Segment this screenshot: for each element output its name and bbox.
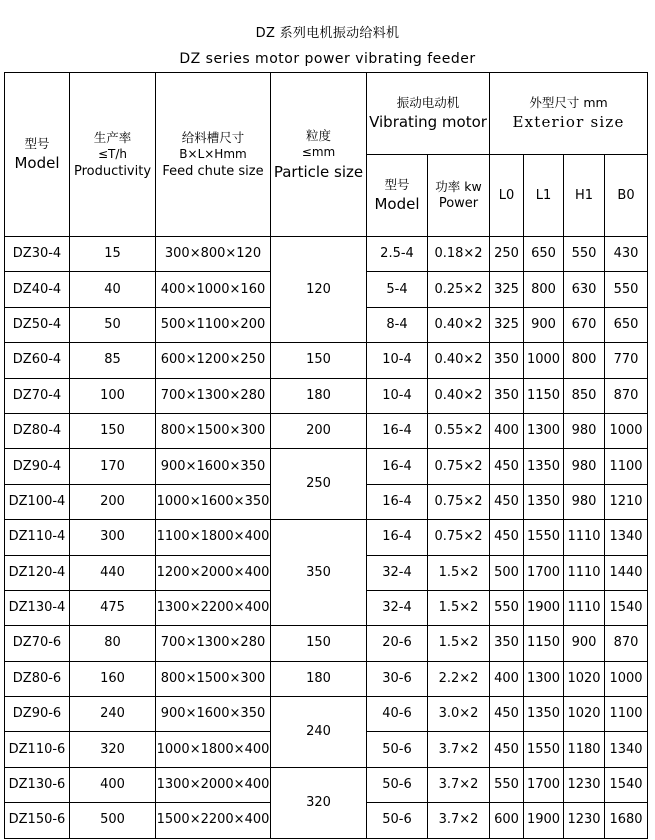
header-model [5, 73, 70, 237]
cell-motor-model: 50-6 [367, 732, 428, 767]
header-h1: H1 [564, 155, 605, 237]
header-feed-chute-cn: 给料槽尺寸 [181, 129, 245, 145]
cell-feed-chute: 900×1600×350 [156, 697, 271, 732]
cell-l0: 350 [490, 378, 524, 413]
cell-h1: 1020 [564, 697, 605, 732]
cell-feed-chute: 1100×1800×400 [156, 520, 271, 555]
cell-l0: 350 [490, 343, 524, 378]
cell-model: DZ90-4 [5, 449, 70, 484]
header-particle-cn: 粒度 [305, 127, 331, 143]
cell-motor-model: 5-4 [367, 272, 428, 307]
cell-productivity: 15 [70, 237, 156, 272]
cell-motor-power: 0.55×2 [428, 413, 490, 448]
table-row [5, 661, 648, 696]
cell-l1: 1700 [524, 767, 564, 802]
cell-feed-chute: 400×1000×160 [156, 272, 271, 307]
cell-h1: 670 [564, 307, 605, 342]
header-motor-model [367, 155, 428, 237]
cell-b0: 870 [605, 626, 648, 661]
table-row [5, 378, 648, 413]
cell-h1: 1180 [564, 732, 605, 767]
header-feed-chute [156, 73, 271, 237]
cell-h1: 1020 [564, 661, 605, 696]
cell-l1: 1700 [524, 555, 564, 590]
cell-l1: 650 [524, 237, 564, 272]
cell-motor-power: 3.7×2 [428, 803, 490, 838]
header-productivity-unit: ≤T/h [97, 146, 128, 161]
cell-b0: 1000 [605, 661, 648, 696]
cell-b0: 1340 [605, 520, 648, 555]
cell-model: DZ80-4 [5, 413, 70, 448]
cell-l0: 400 [490, 661, 524, 696]
cell-particle-size: 240 [271, 697, 367, 768]
cell-motor-model: 2.5-4 [367, 237, 428, 272]
cell-model: DZ30-4 [5, 237, 70, 272]
cell-feed-chute: 500×1100×200 [156, 307, 271, 342]
table-row [5, 343, 648, 378]
cell-motor-model: 16-4 [367, 449, 428, 484]
header-particle-unit: ≤mm [301, 144, 336, 159]
header-motor [367, 73, 490, 155]
cell-h1: 630 [564, 272, 605, 307]
cell-l0: 325 [490, 307, 524, 342]
cell-motor-model: 8-4 [367, 307, 428, 342]
header-feed-chute-en: Feed chute size [162, 163, 264, 179]
cell-feed-chute: 900×1600×350 [156, 449, 271, 484]
cell-l1: 1300 [524, 661, 564, 696]
cell-b0: 1210 [605, 484, 648, 519]
cell-h1: 1110 [564, 555, 605, 590]
cell-model: DZ110-6 [5, 732, 70, 767]
cell-h1: 1230 [564, 767, 605, 802]
cell-productivity: 170 [70, 449, 156, 484]
header-l1: L1 [524, 155, 564, 237]
cell-b0: 770 [605, 343, 648, 378]
header-motor-model-cn: 型号 [384, 177, 410, 192]
cell-feed-chute: 1500×2200×400 [156, 803, 271, 838]
document-title-en: DZ series motor power vibrating feeder [179, 51, 476, 67]
cell-model: DZ50-4 [5, 307, 70, 342]
cell-particle-size: 150 [271, 343, 367, 378]
cell-b0: 1440 [605, 555, 648, 590]
cell-b0: 1100 [605, 697, 648, 732]
cell-productivity: 40 [70, 272, 156, 307]
cell-l0: 500 [490, 555, 524, 590]
cell-productivity: 200 [70, 484, 156, 519]
cell-motor-power: 0.75×2 [428, 484, 490, 519]
cell-l1: 1150 [524, 626, 564, 661]
cell-h1: 550 [564, 237, 605, 272]
cell-feed-chute: 1200×2000×400 [156, 555, 271, 590]
header-b0: B0 [605, 155, 648, 237]
cell-particle-size: 150 [271, 626, 367, 661]
cell-h1: 850 [564, 378, 605, 413]
cell-b0: 1680 [605, 803, 648, 838]
cell-l0: 450 [490, 697, 524, 732]
cell-model: DZ90-6 [5, 697, 70, 732]
cell-motor-power: 0.25×2 [428, 272, 490, 307]
cell-motor-power: 3.7×2 [428, 767, 490, 802]
cell-motor-model: 16-4 [367, 484, 428, 519]
header-l0: L0 [490, 155, 524, 237]
header-productivity-cn: 生产率 [93, 129, 132, 145]
spec-table-body [5, 237, 648, 839]
cell-feed-chute: 600×1200×250 [156, 343, 271, 378]
header-particle [271, 73, 367, 237]
cell-motor-model: 40-6 [367, 697, 428, 732]
cell-motor-power: 0.40×2 [428, 343, 490, 378]
cell-motor-power: 2.2×2 [428, 661, 490, 696]
cell-productivity: 100 [70, 378, 156, 413]
cell-l0: 350 [490, 626, 524, 661]
cell-feed-chute: 1300×2200×400 [156, 590, 271, 625]
cell-model: DZ70-6 [5, 626, 70, 661]
header-exterior [490, 73, 648, 155]
table-row [5, 449, 648, 484]
header-particle-en: Particle size [273, 162, 364, 181]
cell-motor-power: 1.5×2 [428, 626, 490, 661]
cell-motor-power: 0.75×2 [428, 520, 490, 555]
cell-h1: 1110 [564, 590, 605, 625]
cell-particle-size: 180 [271, 378, 367, 413]
header-motor-en: Vibrating motor [369, 113, 487, 131]
cell-model: DZ80-6 [5, 661, 70, 696]
cell-productivity: 85 [70, 343, 156, 378]
cell-particle-size: 320 [271, 767, 367, 838]
header-feed-chute-unit: B×L×Hmm [179, 146, 247, 161]
cell-productivity: 500 [70, 803, 156, 838]
cell-motor-power: 0.75×2 [428, 449, 490, 484]
cell-motor-power: 3.0×2 [428, 697, 490, 732]
cell-b0: 550 [605, 272, 648, 307]
cell-feed-chute: 700×1300×280 [156, 626, 271, 661]
cell-motor-power: 0.40×2 [428, 378, 490, 413]
cell-b0: 650 [605, 307, 648, 342]
header-productivity [70, 73, 156, 237]
cell-model: DZ40-4 [5, 272, 70, 307]
header-motor-power-cn: 功率 kw [435, 179, 482, 194]
cell-h1: 1110 [564, 520, 605, 555]
cell-l0: 450 [490, 520, 524, 555]
cell-l1: 900 [524, 307, 564, 342]
cell-motor-power: 1.5×2 [428, 555, 490, 590]
cell-motor-power: 0.18×2 [428, 237, 490, 272]
cell-feed-chute: 800×1500×300 [156, 413, 271, 448]
cell-l1: 1550 [524, 520, 564, 555]
cell-h1: 980 [564, 413, 605, 448]
cell-l0: 250 [490, 237, 524, 272]
cell-l1: 1000 [524, 343, 564, 378]
cell-motor-model: 16-4 [367, 520, 428, 555]
cell-l1: 1550 [524, 732, 564, 767]
header-motor-cn: 振动电动机 [396, 95, 460, 110]
cell-particle-size: 180 [271, 661, 367, 696]
cell-productivity: 300 [70, 520, 156, 555]
cell-l1: 1900 [524, 803, 564, 838]
cell-l0: 600 [490, 803, 524, 838]
cell-b0: 1340 [605, 732, 648, 767]
cell-productivity: 150 [70, 413, 156, 448]
cell-l0: 400 [490, 413, 524, 448]
cell-h1: 980 [564, 484, 605, 519]
cell-particle-size: 200 [271, 413, 367, 448]
cell-b0: 1000 [605, 413, 648, 448]
cell-model: DZ150-6 [5, 803, 70, 838]
header-motor-power-en: Power [438, 196, 479, 211]
cell-model: DZ120-4 [5, 555, 70, 590]
cell-model: DZ70-4 [5, 378, 70, 413]
document-title-cn: DZ 系列电机振动给料机 [255, 26, 400, 41]
cell-l1: 1350 [524, 449, 564, 484]
cell-l0: 550 [490, 590, 524, 625]
table-row [5, 767, 648, 802]
cell-l1: 1150 [524, 378, 564, 413]
cell-model: DZ130-4 [5, 590, 70, 625]
cell-motor-model: 50-6 [367, 803, 428, 838]
cell-motor-model: 16-4 [367, 413, 428, 448]
cell-particle-size: 120 [271, 237, 367, 343]
cell-motor-model: 32-4 [367, 555, 428, 590]
cell-b0: 430 [605, 237, 648, 272]
spec-table [4, 72, 648, 839]
cell-feed-chute: 1000×1800×400 [156, 732, 271, 767]
cell-productivity: 400 [70, 767, 156, 802]
cell-h1: 1230 [564, 803, 605, 838]
cell-l1: 1900 [524, 590, 564, 625]
cell-motor-model: 30-6 [367, 661, 428, 696]
cell-productivity: 440 [70, 555, 156, 590]
cell-model: DZ110-4 [5, 520, 70, 555]
cell-productivity: 475 [70, 590, 156, 625]
cell-l1: 1300 [524, 413, 564, 448]
cell-motor-power: 1.5×2 [428, 590, 490, 625]
cell-productivity: 320 [70, 732, 156, 767]
cell-l0: 450 [490, 449, 524, 484]
table-row [5, 520, 648, 555]
cell-productivity: 80 [70, 626, 156, 661]
cell-feed-chute: 1300×2000×400 [156, 767, 271, 802]
table-row [5, 626, 648, 661]
cell-l0: 325 [490, 272, 524, 307]
cell-motor-model: 20-6 [367, 626, 428, 661]
cell-motor-power: 3.7×2 [428, 732, 490, 767]
cell-model: DZ100-4 [5, 484, 70, 519]
header-motor-model-en: Model [374, 195, 420, 213]
table-row [5, 413, 648, 448]
cell-feed-chute: 800×1500×300 [156, 661, 271, 696]
cell-h1: 800 [564, 343, 605, 378]
cell-productivity: 240 [70, 697, 156, 732]
header-model-cn: 型号 [24, 136, 50, 151]
cell-motor-model: 10-4 [367, 343, 428, 378]
cell-b0: 1540 [605, 767, 648, 802]
cell-model: DZ130-6 [5, 767, 70, 802]
cell-feed-chute: 700×1300×280 [156, 378, 271, 413]
cell-motor-model: 32-4 [367, 590, 428, 625]
cell-l1: 800 [524, 272, 564, 307]
cell-particle-size: 350 [271, 520, 367, 626]
cell-h1: 900 [564, 626, 605, 661]
cell-productivity: 50 [70, 307, 156, 342]
cell-b0: 870 [605, 378, 648, 413]
cell-b0: 1540 [605, 590, 648, 625]
cell-feed-chute: 300×800×120 [156, 237, 271, 272]
cell-model: DZ60-4 [5, 343, 70, 378]
cell-l0: 450 [490, 732, 524, 767]
header-productivity-en: Productivity [73, 163, 152, 179]
cell-l1: 1350 [524, 484, 564, 519]
cell-l0: 550 [490, 767, 524, 802]
cell-motor-power: 0.40×2 [428, 307, 490, 342]
cell-feed-chute: 1000×1600×350 [156, 484, 271, 519]
table-row [5, 237, 648, 272]
header-exterior-cn: 外型尺寸 mm [529, 95, 608, 110]
header-model-en: Model [14, 154, 60, 172]
cell-l1: 1350 [524, 697, 564, 732]
cell-motor-model: 10-4 [367, 378, 428, 413]
header-motor-power [428, 155, 490, 237]
cell-b0: 1100 [605, 449, 648, 484]
table-row [5, 697, 648, 732]
cell-productivity: 160 [70, 661, 156, 696]
cell-motor-model: 50-6 [367, 767, 428, 802]
header-exterior-en: Exterior size [512, 113, 625, 131]
cell-particle-size: 250 [271, 449, 367, 520]
cell-h1: 980 [564, 449, 605, 484]
cell-l0: 450 [490, 484, 524, 519]
